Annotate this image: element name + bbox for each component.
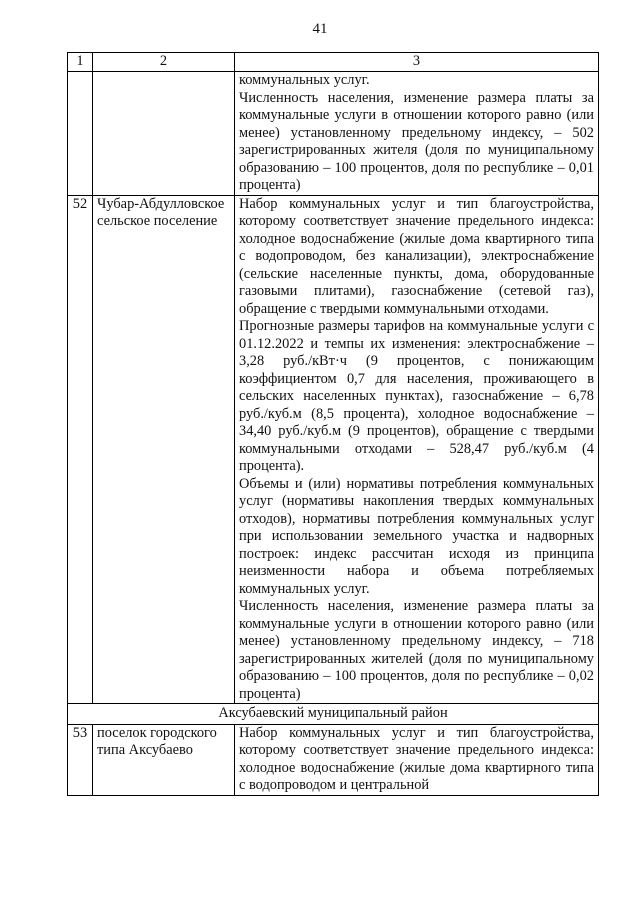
column-header-3: 3 xyxy=(235,53,599,72)
paragraph: Объемы и (или) нормативы потребления коммунальных услуг (нормативы накопления твердых коммунальных отходов), нормативы потребления коммунальных услуг при использовании земельного участка и надворных построек: индекс рассчитан исходя из принципа неизменности набора и объема потребляемых коммунальных услуг. xyxy=(239,475,594,597)
column-header-2: 2 xyxy=(93,53,235,72)
table-row-52 xyxy=(68,195,599,704)
description-cell xyxy=(235,72,599,196)
description-cell xyxy=(235,195,599,704)
paragraph: коммунальных услуг. xyxy=(239,72,370,88)
paragraph: Набор коммунальных услуг и тип благоустройства, которому соответствует значение предельного индекса: холодное водоснабжение (жилые дома квартирного типа с водопроводом и центральной xyxy=(239,724,594,793)
description-cell xyxy=(235,724,599,795)
page-number: 41 xyxy=(312,21,328,37)
row-number-cell xyxy=(68,72,93,196)
municipality-name-cell: поселок городского типа Аксубаево xyxy=(93,724,235,795)
municipality-name-cell: Чубар-Абдулловское сельское поселение xyxy=(93,195,235,704)
section-heading: Аксубаевский муниципальный район xyxy=(68,704,599,725)
paragraph: Численность населения, изменение размера платы за коммунальные услуги в отношении которого равно (или менее) установленному предельному индексу, – 502 зарегистрированных жителя (доля по муниципальному образованию – 100 процентов, доля по республике – 0,01 процента) xyxy=(239,89,594,193)
paragraph: Набор коммунальных услуг и тип благоустройства, которому соответствует значение предельного индекса: холодное водоснабжение (жилые дома квартирного типа с водопроводом, без канализации), электроснабжение (сельские населенные пункты, дома, оборудованные газовыми плитами), газоснабжение (сетевой газ), обращение с твердыми коммунальными отходами. xyxy=(239,195,594,317)
table-row-continuation xyxy=(68,72,599,196)
section-heading-row xyxy=(68,704,599,725)
row-number-cell: 52 xyxy=(68,195,93,704)
column-header-1: 1 xyxy=(68,53,93,72)
paragraph: Численность населения, изменение размера платы за коммунальные услуги в отношении которого равно (или менее) установленному предельному индексу, – 718 зарегистрированных жителей (доля по муниципальному образованию – 100 процентов, доля по республике – 0,02 процента) xyxy=(239,598,594,702)
table-row-53 xyxy=(68,724,599,795)
paragraph: Прогнозные размеры тарифов на коммунальные услуги с 01.12.2022 и темпы их изменения: электроснабжение – 3,28 руб./кВт·ч (9 процентов, с понижающим коэффициентом 0,7 для населения, проживающего в сельских населенных пунктах), газоснабжение – 6,78 руб./куб.м (8,5 процента), холодное водоснабжение – 34,40 руб./куб.м (9 процентов), обращение с твердыми коммунальными отходами – 528,47 руб./куб.м (4 процента). xyxy=(239,318,594,474)
table-header-row xyxy=(68,53,599,72)
row-number-cell: 53 xyxy=(68,724,93,795)
municipality-name-cell xyxy=(93,72,235,196)
tariff-table xyxy=(67,52,599,796)
